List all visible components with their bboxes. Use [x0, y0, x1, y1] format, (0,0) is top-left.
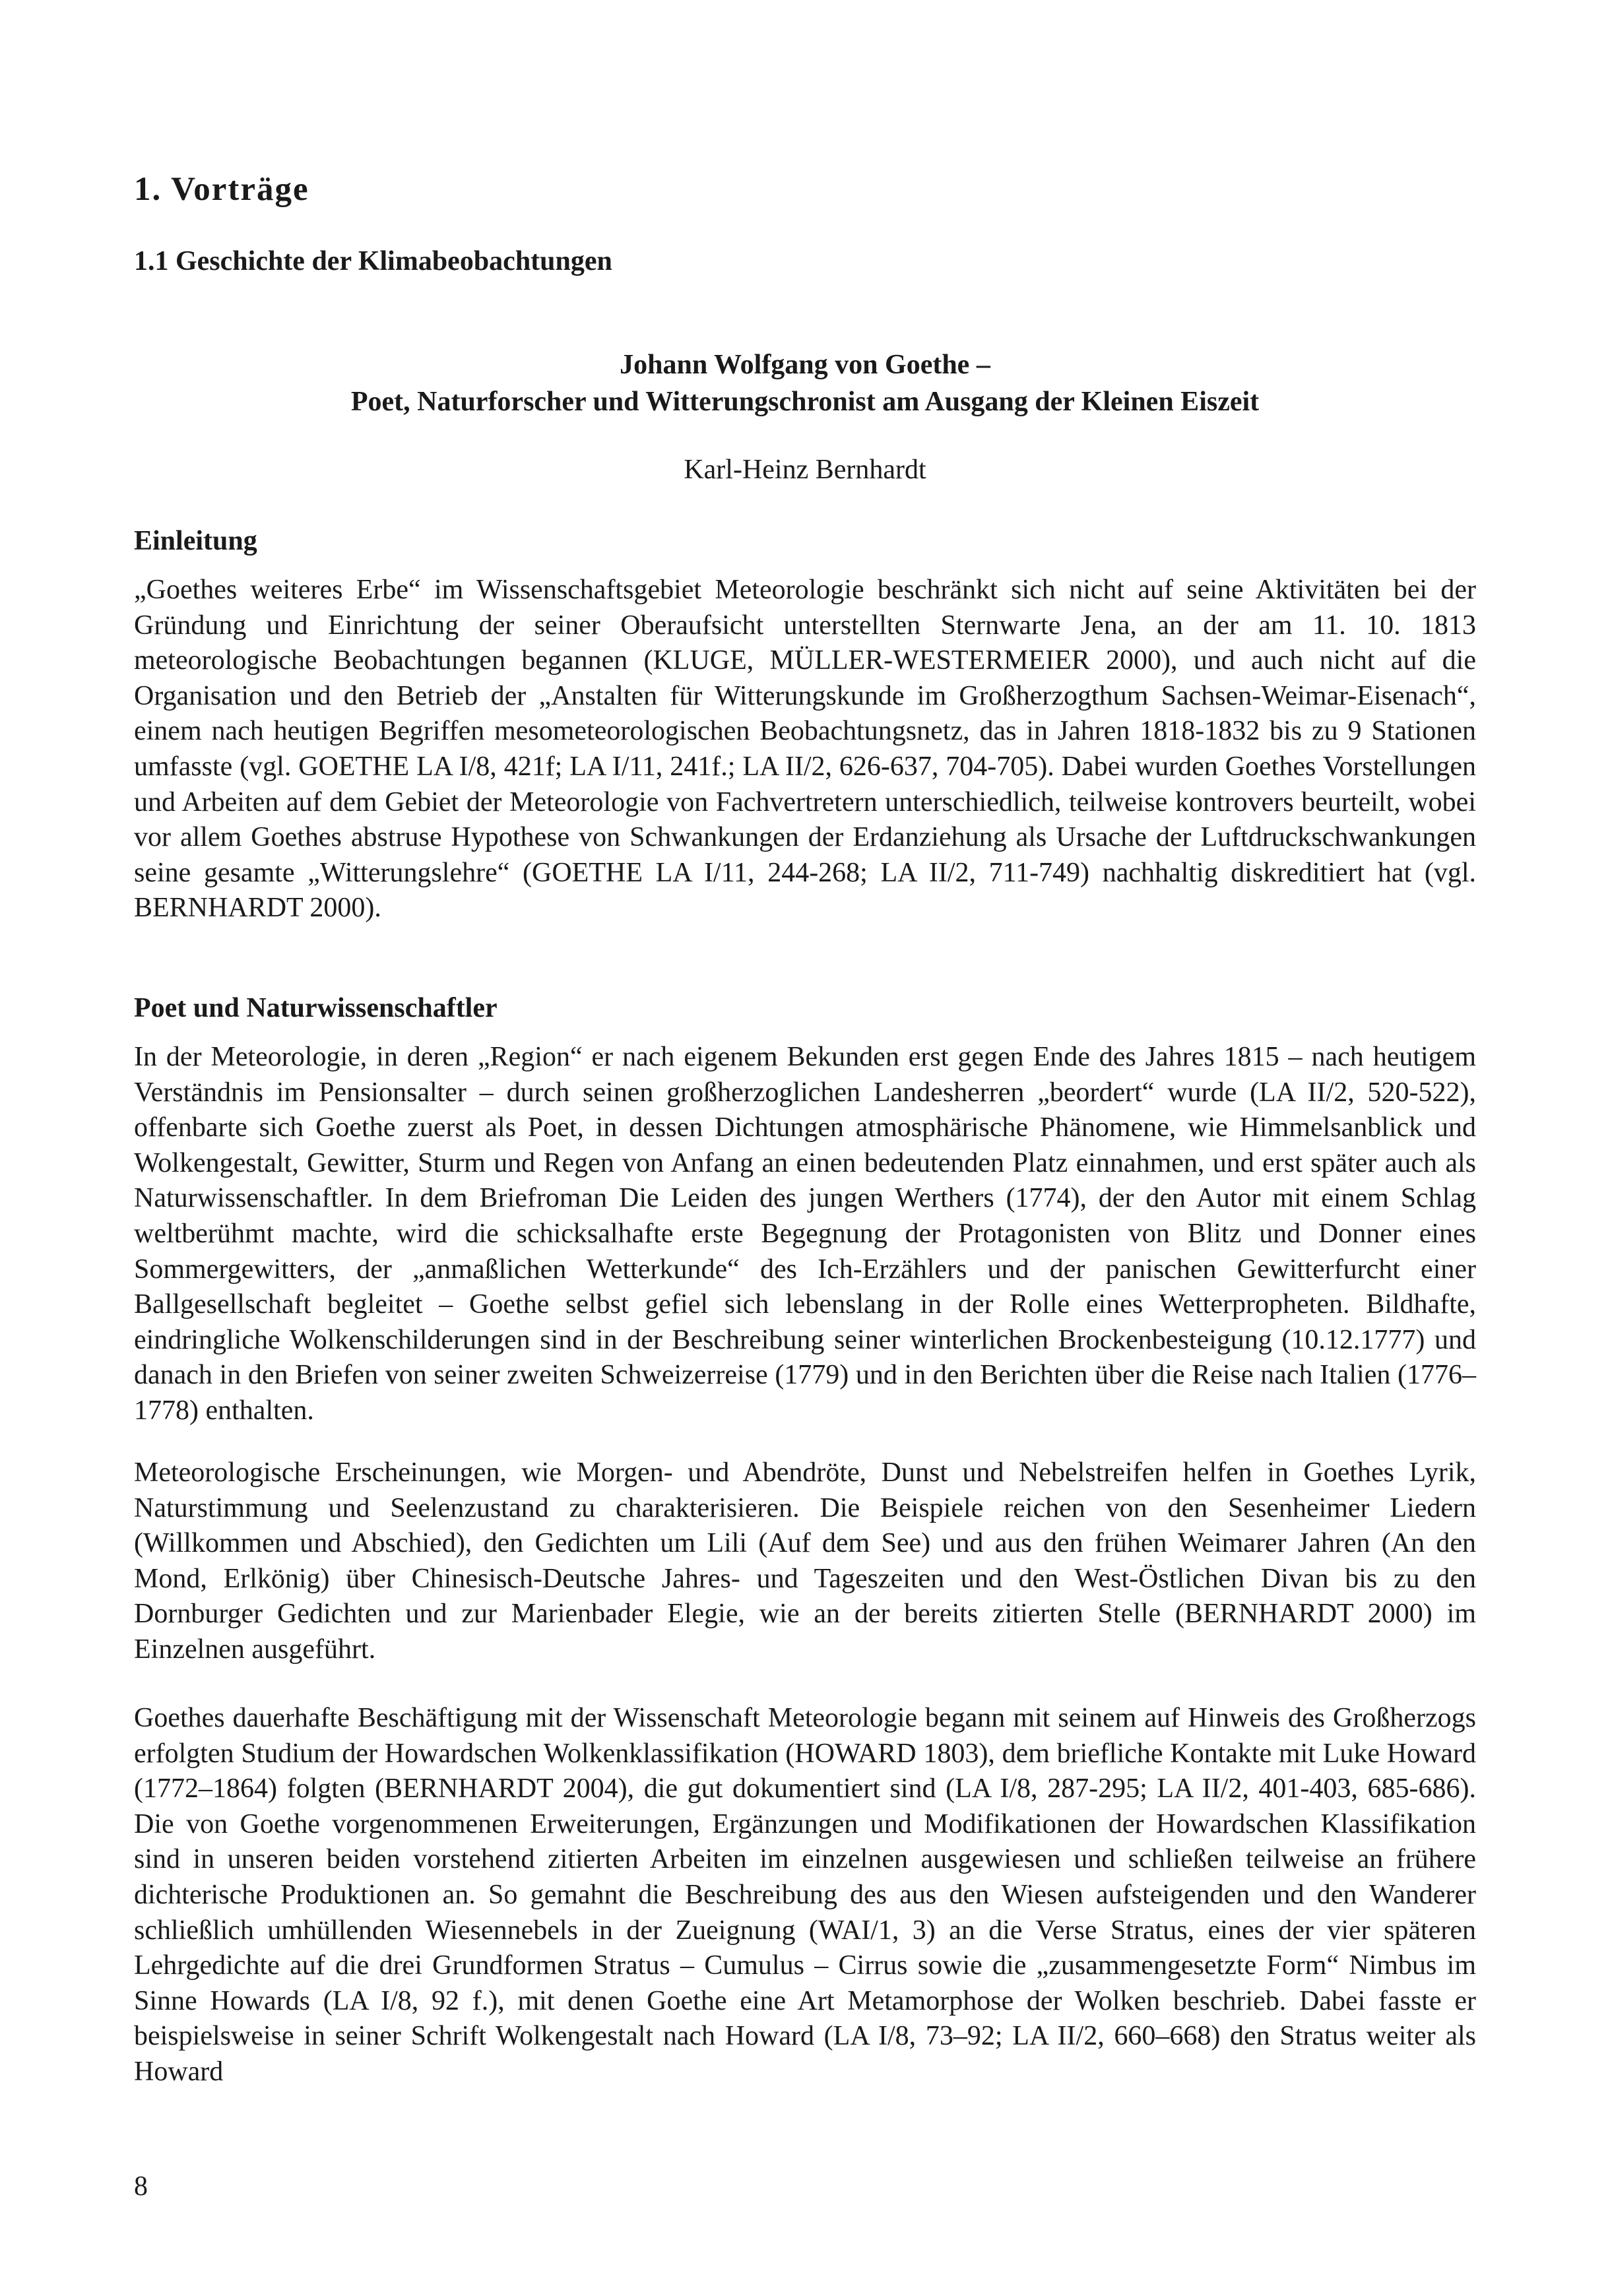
- page-number: 8: [134, 2171, 148, 2202]
- paper-title-line-1: Johann Wolfgang von Goethe –: [620, 350, 990, 380]
- chapter-title: 1. Vorträge: [134, 171, 309, 208]
- paragraph-poet-3: Goethes dauerhafte Beschäftigung mit der Wissenschaft Meteorologie begann mit seinem auf Hinweis des Großherzogs erfolgten Studium der Howardschen Wolkenklassifikation (HOWARD 1803), dem briefliche Kontakte mit Luke Howard (1772–1864) folgten (BERNHARDT 2004), die gut dokumentiert sind (LA I/8, 287-295; LA II/2, 401-403, 685-686). Die von Goethe vorgenommenen Erweiterungen, Ergänzungen und Modifikationen der Howardschen Klassifikation sind in unseren beiden vorstehend zitierten Arbeiten im einzelnen ausgewiesen und schließen teilweise an frühere dichterische Produktionen an. So gemahnt die Beschreibung des aus den Wiesen aufsteigenden und den Wanderer schließlich umhüllenden Wiesennebels in der Zueignung (WAI/1, 3) an die Verse Stratus, eines der vier späteren Lehrgedichte auf die drei Grundformen Stratus – Cumulus – Cirrus sowie die „zusammengesetzte Form“ Nimbus im Sinne Howards (LA I/8, 92 f.), mit denen Goethe eine Art Metamorphose der Wolken beschrieb. Dabei fasste er beispielsweise in seiner Schrift Wolkengestalt nach Howard (LA I/8, 73–92; LA II/2, 660–668) den Stratus weiter als Howard: [134, 1703, 1476, 2087]
- heading-einleitung: Einleitung: [134, 526, 257, 556]
- author-name: Karl-Heinz Bernhardt: [684, 455, 926, 485]
- section-title: 1.1 Geschichte der Klimabeobachtungen: [134, 246, 612, 276]
- heading-poet-und-naturwissenschaftler: Poet und Naturwissenschaftler: [134, 993, 498, 1023]
- document-page: [134, 0, 1476, 2296]
- paragraph-poet-2: Meteorologische Erscheinungen, wie Morgen- und Abendröte, Dunst und Nebelstreifen helfen in Goethes Lyrik, Naturstimmung und Seelenzustand zu charakterisieren. Die Beispiele reichen von den Sesenheimer Liedern (Willkommen und Abschied), den Gedichten um Lili (Auf dem See) und aus den frühen Weimarer Jahren (An den Mond, Erlkönig) über Chinesisch-Deutsche Jahres- und Tageszeiten und den West-Östlichen Divan bis zu den Dornburger Gedichten und zur Marienbader Elegie, wie an der bereits zitierten Stelle (BERNHARDT 2000) im Einzelnen ausgeführt.: [134, 1457, 1476, 1665]
- paper-title-line-2: Poet, Naturforscher und Witterungschronist am Ausgang der Kleinen Eiszeit: [350, 387, 1260, 417]
- paragraph-poet-1: In der Meteorologie, in deren „Region“ er nach eigenem Bekunden erst gegen Ende des Jahres 1815 – nach heutigem Verständnis im Pensionsalter – durch seinen großherzoglichen Landesherren „beordert“ wurde (LA II/2, 520-522), offenbarte sich Goethe zuerst als Poet, in dessen Dichtungen atmosphärische Phänomene, wie Himmelsanblick und Wolkengestalt, Gewitter, Sturm und Regen von Anfang an einen bedeutenden Platz einnahmen, und erst später auch als Naturwissenschaftler. In dem Briefroman Die Leiden des jungen Werthers (1774), der den Autor mit einem Schlag weltberühmt machte, wird die schicksalhafte erste Begegnung der Protagonisten von Blitz und Donner eines Sommergewitters, der „anmaßlichen Wetterkunde“ des Ich-Erzählers und der panischen Gewitterfurcht einer Ballgesellschaft begleitet – Goethe selbst gefiel sich lebenslang in der Rolle eines Wetterpropheten. Bildhafte, eindringliche Wolkenschilderungen sind in der Beschreibung seiner winterlichen Brockenbesteigung (10.12.1777) und danach in den Briefen von seiner zweiten Schweizerreise (1779) und in den Berichten über die Reise nach Italien (1776–1778) enthalten.: [134, 1042, 1476, 1426]
- paper-title: [134, 346, 1476, 420]
- paragraph-intro: „Goethes weiteres Erbe“ im Wissenschaftsgebiet Meteorologie beschränkt sich nicht auf seine Aktivitäten bei der Gründung und Einrichtung der seiner Oberaufsicht unterstellten Sternwarte Jena, an der am 11. 10. 1813 meteorologische Beobachtungen begannen (KLUGE, MÜLLER-WESTERMEIER 2000), und auch nicht auf die Organisation und den Betrieb der „Anstalten für Witterungskunde im Großherzogthum Sachsen-Weimar-Eisenach“, einem nach heutigen Begriffen mesometeorologischen Beobachtungsnetz, das in Jahren 1818-1832 bis zu 9 Stationen umfasste (vgl. GOETHE LA I/8, 421f; LA I/11, 241f.; LA II/2, 626-637, 704-705). Dabei wurden Goethes Vorstellungen und Arbeiten auf dem Gebiet der Meteorologie von Fachvertretern unterschiedlich, teilweise kontrovers beurteilt, wobei vor allem Goethes abstruse Hypothese von Schwankungen der Erdanziehung als Ursache der Luftdruckschwankungen seine gesamte „Witterungslehre“ (GOETHE LA I/11, 244-268; LA II/2, 711-749) nachhaltig diskreditiert hat (vgl. BERNHARDT 2000).: [134, 575, 1476, 924]
